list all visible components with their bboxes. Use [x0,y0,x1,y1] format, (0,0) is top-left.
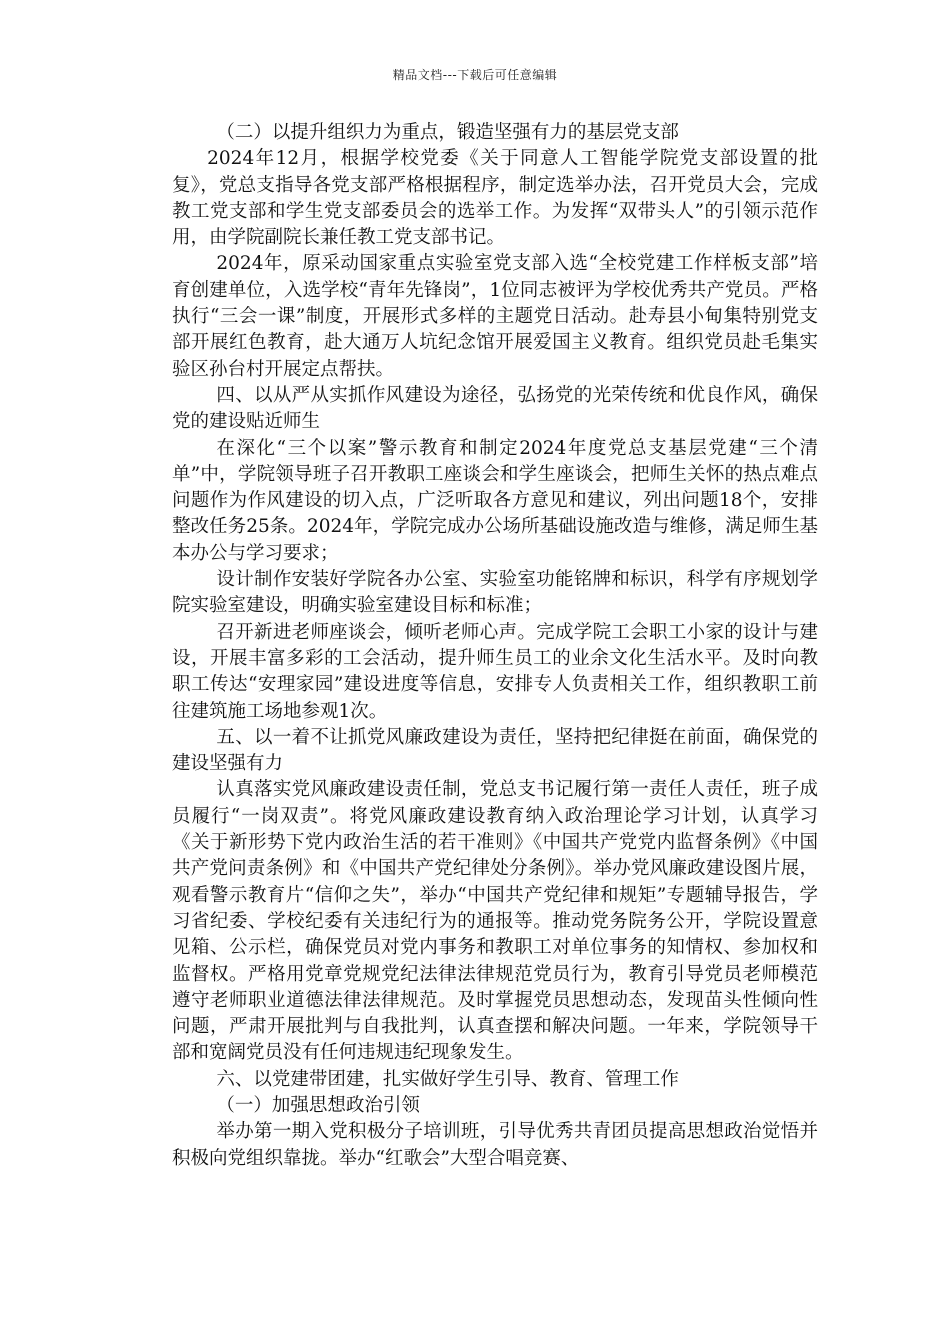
body-paragraph: 设计制作安装好学院各办公室、实验室功能铭牌和标识，科学有序规划学院实验室建设，明确实验室建设目标和标准； [172,569,818,617]
body-paragraph: 2024年12月，根据学校党委《关于同意人工智能学院党支部设置的批复》，党总支指导各党支部严格根据程序，制定选举办法，召开党员大会，完成教工党支部和学生党支部委员会的选举工作。为发挥“双带头人”的引领示范作用，由学院副院长兼任教工党支部书记。 [172,148,818,249]
section-heading: 五、以一着不让抓党风廉政建设为责任，坚持把纪律挺在前面，确保党的建设坚强有力 [172,726,818,775]
body-paragraph: 在深化“三个以案”警示教育和制定2024年度党总支基层党建“三个清单”中，学院领导班子召开教职工座谈会和学生座谈会，把师生关怀的热点难点问题作为作风建设的切入点，广泛听取各方意见和建议，列出问题18个，安排整改任务25条。2024年，学院完成办公场所基础设施改造与维修，满足师生基本办公与学习要求； [172,437,818,564]
section-heading: 六、以党建带团建，扎实做好学生引导、教育、管理工作 [216,1068,679,1090]
page-header: 精品文档---下载后可任意编辑 [392,68,558,82]
section-heading: 四、以从严从实抓作风建设为途径，弘扬党的光荣传统和优良作风，确保党的建设贴近师生 [172,384,818,433]
body-paragraph: 2024年，原采动国家重点实验室党支部入选“全校党建工作样板支部”培育创建单位，入选学校“青年先锋岗”，1位同志被评为学校优秀共产党员。严格执行“三会一课”制度，开展形式多样的主题党日活动。赴寿县小甸集特别党支部开展红色教育，赴大通万人坑纪念馆开展爱国主义教育。组织党员赴毛集实验区孙台村开展定点帮扶。 [172,253,818,380]
document-body [172,120,818,1172]
body-paragraph: 召开新进老师座谈会，倾听老师心声。完成学院工会职工小家的设计与建设，开展丰富多彩的工会活动，提升师生员工的业余文化生活水平。及时向教职工传达“安理家园”建设进度等信息，安排专人负责相关工作，组织教职工前往建筑施工场地参观1次。 [172,621,818,722]
section-heading: （二）以提升组织力为重点，锻造坚强有力的基层党支部 [216,122,679,143]
body-paragraph: 认真落实党风廉政建设责任制，党总支书记履行第一责任人责任，班子成员履行“一岗双责”。将党风廉政建设教育纳入政治理论学习计划，认真学习《关于新形势下党内政治生活的若干准则》《中国共产党党内监督条例》《中国共产党问责条例》和《中国共产党纪律处分条例》。举办党风廉政建设图片展，观看警示教育片“信仰之失”，举办“中国共产党纪律和规矩”专题辅导报告，学习省纪委、学校纪委有关违纪行为的通报等。推动党务院务公开，学院设置意见箱、公示栏，确保党员对党内事务和教职工对单位事务的知情权、参加权和监督权。严格用党章党规党纪法律法律规范党员行为，教育引导党员老师模范遵守老师职业道德法律法律规范。及时掌握党员思想动态，发现苗头性倾向性问题，严肃开展批判与自我批判，认真查摆和解决问题。一年来，学院领导干部和宽阔党员没有任何违规违纪现象发生。 [172,779,818,1064]
subsection-heading: （一）加强思想政治引领 [216,1094,420,1116]
body-paragraph: 举办第一期入党积极分子培训班，引导优秀共青团员提高思想政治觉悟并积极向党组织靠拢。举办“红歌会”大型合唱竞赛、 [172,1121,818,1169]
